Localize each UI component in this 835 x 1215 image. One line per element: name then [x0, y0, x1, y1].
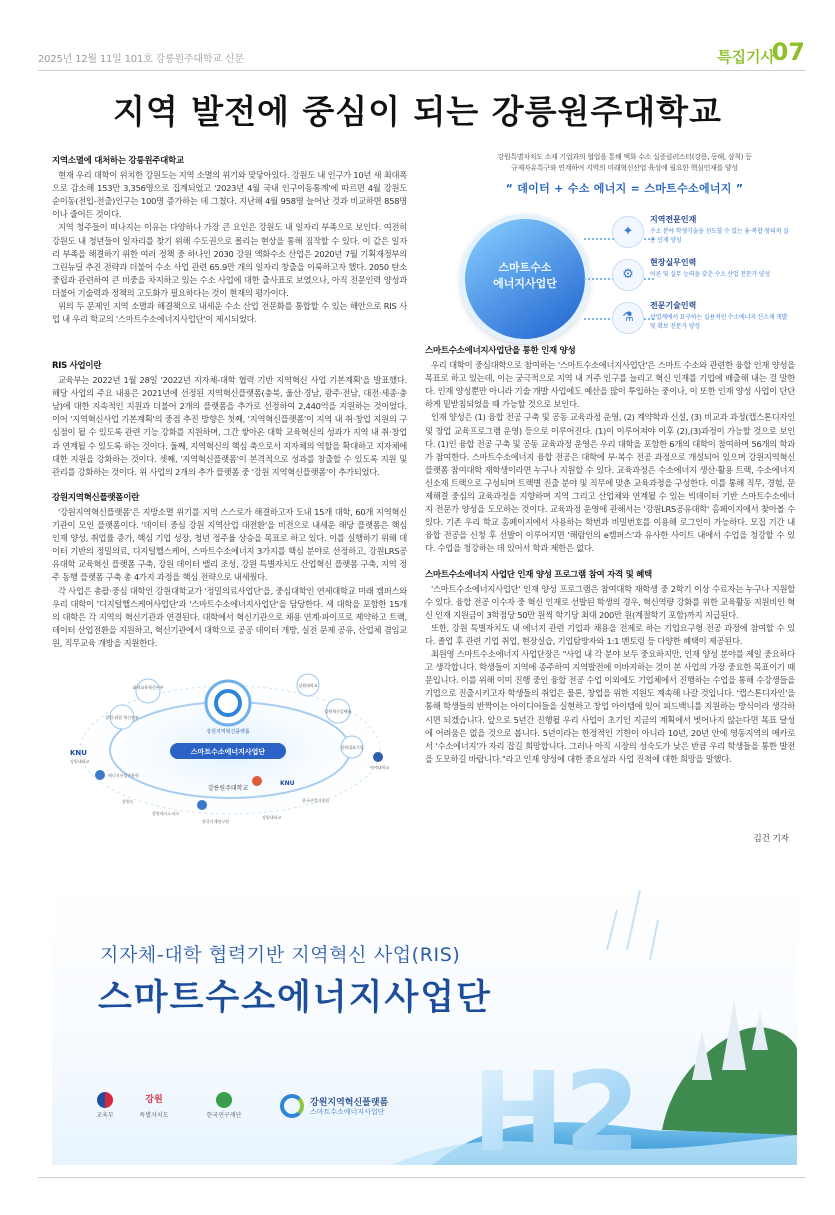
infographic-caption: 규제자유특구와 연계하여 지역의 미래혁신산업 육성에 필요한 핵심인재를 양성 [511, 164, 738, 172]
org-label: 연세대학교 [370, 765, 390, 770]
article-col-right [425, 345, 795, 766]
paragraph: 인재 양성은 (1) 융합 전공 구축 및 공동 교육과정 운영, (2) 계약학과 신설, (3) 비교과 과정(캡스톤디자인 및 창업 교육프로그램 운영) 등으로 이루어진다. (1)이 이루어져야 이후 (2),(3)과정이 가능할 것으로 보인다. (1)인 융합 전공 구축 및 공동 교육과정 운영은 우리 대학을 포함한 6개의 대학이 참여하며 56개의 학과가 참여한다. 스마트수소에너지 융합 전공은 대학에 부·복수 전공 과정으로 개설되어 있으며 강원지역혁신플랫폼 참여대학 재학생이라면 누구나 지원할 수 있다. 교육과정은 수소에너지 생산·활용 트랙, 수소에너지 신소재 트랙으로 구성되며 트랙별 진출 분야 및 직무에 맞춘 교육과정을 구성한다. 이를 통해 직무, 경험, 문제해결 중심의 교육과정을 지향하며 지역 그리고 산업체와 연계될 수 있는 빅데이터 기반 스마트수소에너지 전문가 양성을 도모하는 것이다. 교육과정 운영에 관해서는 '강원LRS공유대학' 홈페이지에서 찾아볼 수 있다. 기존 우리 학교 홈페이지에서 사용하는 학번과 비밀번호를 이용해 로그인이 가능하다. 모집 기간 내 융합 전공을 신청 후 선발이 이루어지면 '해람인의 e캠퍼스'과 유사한 사이트 내에서 수업을 청강할 수 있다. 수업을 청강하는 데 있어서 학과 제한은 없다. [425, 412, 795, 554]
node-label: 강원대표기업 [340, 745, 364, 750]
h2-mark: H2 [472, 1048, 641, 1165]
side-logo: KNU [70, 749, 87, 757]
byline: 김건 기자 [753, 834, 789, 844]
logo-label: 특별자치도 [139, 1112, 169, 1119]
gear-icon: ⚙ [612, 259, 644, 291]
taegeuk-icon [97, 1092, 113, 1108]
org-logo [95, 770, 105, 780]
org-logo [197, 800, 207, 810]
center-label: 스마트수소에너지사업단 [190, 748, 266, 756]
org-logo [373, 752, 383, 762]
sub-label: 강원대학교 [262, 815, 282, 820]
section-heading: 스마트수소에너지사업단을 통한 인재 양성 [425, 346, 576, 356]
paragraph: 위의 두 문제인 지역 소멸과 해결책으로 내세운 수소 산업 전문화를 통합할 수 있는 해안으로 RIS 사업 내 우리 학교의 '스마트수소에너지사업단'이 제시되었다. [52, 301, 407, 325]
node [136, 679, 160, 703]
ad-banner [52, 880, 797, 1165]
bottom-label: KNU [280, 780, 295, 787]
infographic-item [612, 214, 792, 252]
infographic-item [612, 300, 792, 338]
sub-label: 강원도 [122, 799, 134, 804]
item-desc: 수소 분야 학생기술을 선도할 수 있는 융·복합 창의적 실용 인재 양성 [650, 228, 789, 244]
infographic-caption: 강원특별자치도 소재 기업과의 협업을 통해 액화 수소 실증클러스터(강릉, 동해, 삼척) 등 [497, 153, 752, 161]
item-title: 전문기술인력 [650, 301, 697, 310]
logo-label: 강원지역혁신플랫폼 [310, 1098, 389, 1108]
paragraph: 현재 우리 대학이 위치한 강원도는 지역 소멸의 위기와 맞닿아있다. 강원도 내 인구가 10년 새 최대폭으로 감소해 153만 3,356명으로 집계되었고 '2023년 4월 국내 인구이동통계'에 따르면 4월 강원도 순이동(전입-전출)인구는 100명 증가하는 데 그쳤다. 지난해 4월 958명 늘어난 것과 비교하면 858명이나 줄어든 것이다. [52, 170, 407, 220]
article-col-left-top [52, 155, 407, 326]
paragraph: '강원지역혁신플랫폼'은 지방소멸 위기를 지역 스스로가 해결하고자 도내 15개 대학, 60개 지역혁신기관이 모인 플랫폼이다. '데이터 중심 강원 지역산업 대전환'을 비전으로 내세운 해당 플랫폼은 핵심 인재 양성, 취업률 증가, 핵심 기업 성장, 청년 정주율 상승을 목표로 하고 있다. 이를 실행하기 위해 데이터 기반의 정밀의료, 디지털헬스케어, 스마트수소에너지 3가지를 핵심 분야로 선정하고, 강원LRS공유대학 교육혁신 플랫폼 구축, 강원 데이터 밸리 조성, 강원 특별자치도 산업혁신 플랫폼 구축, 지역 정주 동행 플랫폼 구축 총 4가지 과정을 핵심 전략으로 내세웠다. [52, 506, 407, 583]
item-desc: 이론 및 실무 능력을 갖춘 수소 산업 전문가 양성 [650, 271, 770, 278]
item-title: 지역전문인재 [650, 215, 697, 224]
logo-label: 한국연구재단 [206, 1112, 242, 1119]
nrf-icon [216, 1092, 232, 1108]
section-heading: 스마트수소에너지 사업단 인재 양성 프로그램 참여 자격 및 혜택 [425, 569, 652, 580]
hub-label: 에너지사업단 [493, 277, 557, 290]
issue-meta: 2025년 12월 11일 101호 강릉원주대학교 신문 [38, 54, 244, 65]
section-heading: RIS 사업이란 [52, 361, 102, 371]
paragraph: '스마트수소에너지사업단' 인재 양성 프로그램은 참여대학 재학생 중 2학기 이상 수료자는 누구나 지원할 수 있다. 융합 전공 이수자 중 혁신 인재로 선발된 학생의 경우, 혁신역량 강화를 위한 교육활동 지원비인 혁신 인재 지원금이 3학점당 50만 원씩 학기당 최대 200만 원(계절학기 포함)까지 지급된다. [425, 583, 795, 620]
node-label: 창업·취업 혁신본부 [105, 715, 139, 720]
hub-label: 강원지역혁신플랫폼 [206, 729, 250, 735]
hub-node [206, 681, 250, 725]
paragraph: 지역 청주들이 떠나지는 이유는 다양하나 가장 큰 요인은 강원도 내 일자리 부족으로 보인다. 여전히 강원도 내 청년들이 일자리를 찾기 위해 수도권으로 몰리는 현상을 통해 짐작할 수 있다. 이 같은 일자리 부족을 해결하기 위한 여러 정책 중 하나인 2030 강원 액화수소 산업은 2020년 7월 기획재정부의 그린뉴딜 추진 전략과 더불어 수소 사업 관련 65.9만 개의 일자리 창출을 이룩하고자 했다. 2050 탄소 중립과 관련하여 큰 비중을 차지하고 있는 수소 사업에 대한 출사표로 보였으나, 아직 전문인력 양성과 더불어 기술력과 정책의 고도화가 필요하다는 것이 현재의 평가이다. [52, 222, 407, 298]
logo-nrf [202, 1092, 246, 1126]
page-number: 07 [771, 38, 805, 66]
hub-circle [460, 214, 590, 344]
paragraph: 우리 대학이 중심대학으로 참여하는 '스마트수소에너지사업단'은 스마트 수소와 관련한 융합 인재 양성을 목표로 하고 있는데, 이는 궁극적으로 지역 내 거주 인구를 늘리고 혁신 인재를 기업에 배출해 내는 걸 말한다. 인재 양성뿐만 아니라 기술 개발 사업에도 예산을 많이 투입하는 중이나, 이 또한 인재 양성 사업이 단단하게 밑받침되었을 때 가능할 것으로 보인다. [425, 360, 795, 410]
platform-diagram [52, 655, 407, 833]
infographic [452, 152, 797, 348]
logo-label: 교육부 [96, 1112, 114, 1119]
banner-title: 스마트수소에너지사업단 [98, 978, 492, 1018]
headline: 지역 발전에 중심이 되는 강릉원주대학교 [113, 92, 722, 131]
article-col-left-mid [52, 360, 407, 650]
logo-gangwon [136, 1092, 172, 1126]
paragraph: 또한, 강원 특별자치도 내 에너지 관련 기업과 채용을 전제로 하는 기업요구형 전공 과정에 참여할 수 있다. 졸업 후 관련 기업 취업, 현장실습, 기업탐방자와 1:1 멘토링 등 다양한 혜택이 제공된다. [425, 622, 795, 646]
section-heading: 지역소멸에 대처하는 강릉원주대학교 [52, 156, 184, 166]
bottom-label: 한국산업기술원 [302, 798, 330, 803]
sub-label: 한국기계연구원 [202, 819, 230, 824]
logo-label: 강원 [145, 1095, 163, 1105]
item-title: 현장실무인력 [650, 258, 697, 267]
node-label: 강원대학교 [298, 683, 318, 688]
paragraph: 최원영 스마트수소에너지 사업단장은 "사업 내 각 분야 보두 중요하지만, 인재 양성 분야를 제일 중요하다고 생각합니다. 학생들이 지역에 종주하여 지역발전에 이바지하는 것이 본 사업의 가장 중요한 목표이기 때문입니다. 이를 위해 이미 진행 중인 융합 전공 수업 이외에도 기업체에서 진행하는 수업을 통해 수강생들을 기업으로 진출시키고자 학생들의 취업은 물론, 창업을 위한 지원도 계속해 나갈 것입니다. '캡스톤디자인'을 통해 학생들의 반짝이는 아이디어들을 실현하고 창업 아이템에 있어 피드백니를 지원하는 방식이라 생각하시면 되겠습니다. 앞으로 5년간 진행될 우리 사업이 초기인 지금의 계획에서 벗어나지 않는다면 목표 달성에 어려움은 없을 것으로 봅니다. 5년이라는 한정적인 기한이 아니라 10년, 20년 안에 영동지역의 메카로서 '수소에너지'가 자리 잡길 희망합니다. 그러나 아직 시장의 성숙도가 낮은 반큼 우리 학생들을 통한 발전을 도모하길 바랍니다."라고 인재 양성에 대한 중요성과 사업 진척에 대한 희망을 말했다. [425, 649, 795, 764]
wind-turbines [607, 890, 658, 960]
lightbulb-icon: ✦ [612, 216, 644, 248]
section-heading: 강원지역혁신플랫폼이란 [52, 492, 140, 503]
node-label: 강원혁신플랫폼 [324, 709, 352, 714]
logo-row [92, 1092, 432, 1128]
org-label: 에너지산업진흥원 [108, 773, 139, 778]
section-label: 특집기사 [717, 48, 775, 66]
side-logo-sub: 강원대학교 [70, 759, 90, 764]
paragraph: 교육부는 2022년 1월 28일 '2022년 지자체-대학 협력 기반 지역혁신 사업 기본계획'을 발표했다. 해당 사업의 주요 내용은 2021년에 선정된 지역혁신플랫폼(충북, 울산·경남, 광주·전남, 대전·세종·충남)에 대한 지속적인 지원과 더불어 2개의 플랫폼을 추가로 선정하여 2,440억을 지원하는 것이었다. 이어 '지역혁신사업 기본계획'의 중점 추진 방향은 첫째, '지역혁신플랫폼'이 지역 내 취·창업 지원의 구심점이 될 수 있도록 관련 기능 강화를 지원하며, 그간 쌓아온 대학 교육혁신의 성과가 지역 내 취·창업과 연계될 수 있도록 하는 것이다. 둘째, 지역혁신의 핵심 축으로서 지자체의 역할을 확대하고 지자체에 대한 지원을 강화하는 것이다. 셋째, '지역혁신플랫폼'이 본격적으로 성과를 창출할 수 있도록 지원 및 관리를 강화하는 것이다. 위 사업의 2개의 추가 플랫폼 중 '강원 지역혁신플랫폼'이 추가되었다. [52, 375, 407, 477]
paragraph: 각 사업은 총괄·중심 대학인 강원대학교가 '정밀의료사업단'을, 중심대학인 연세대학교 미래 캠퍼스와 우리 대학이 '디지털헬스케어사업단'과 '스마트수소에너지사업단'을 담당한다. 세 대학을 포함한 15개의 대학은 각 지역의 혁신기관과 연결된다. 대학에서 혁신기관으로 채용 연계·파이프로 제약하고 트랙, 데이터 산업전환을 지원하고, 혁신기관에서 대학으로 공공 데이터 개방, 실전 문제 공유, 산업체 겸임교원, 직무교육 개방을 지원한다. [52, 585, 407, 648]
logo-ris [280, 1094, 440, 1124]
sub-label: 강원테크노파크 [152, 811, 180, 816]
header-rule [38, 70, 805, 71]
bottom-label: 강릉원주대학교 [207, 785, 249, 792]
infographic-formula: “ 데이터 + 수소 에너지 = 스마트수소에너지 ” [505, 182, 744, 195]
node-label: 대학교육혁신본부 [132, 685, 164, 690]
page-header [38, 40, 805, 72]
infographic-item [612, 257, 792, 295]
item-desc: 산업계에서 요구하는 실용적인 수소에너지 신소재 개발 및 확보 전문가 양성 [650, 314, 788, 330]
footer-rule [38, 1177, 805, 1178]
org-logo [252, 776, 262, 786]
flask-icon: ⚗ [612, 302, 644, 334]
banner-subtitle: 지자체-대학 협력기반 지역혁신 사업(RIS) [100, 944, 461, 966]
hub-label: 스마트수소 [498, 261, 552, 274]
logo-moe [92, 1092, 118, 1126]
logo-label: 스마트수소에너지사업단 [310, 1108, 385, 1116]
ris-logo-icon [280, 1094, 304, 1118]
